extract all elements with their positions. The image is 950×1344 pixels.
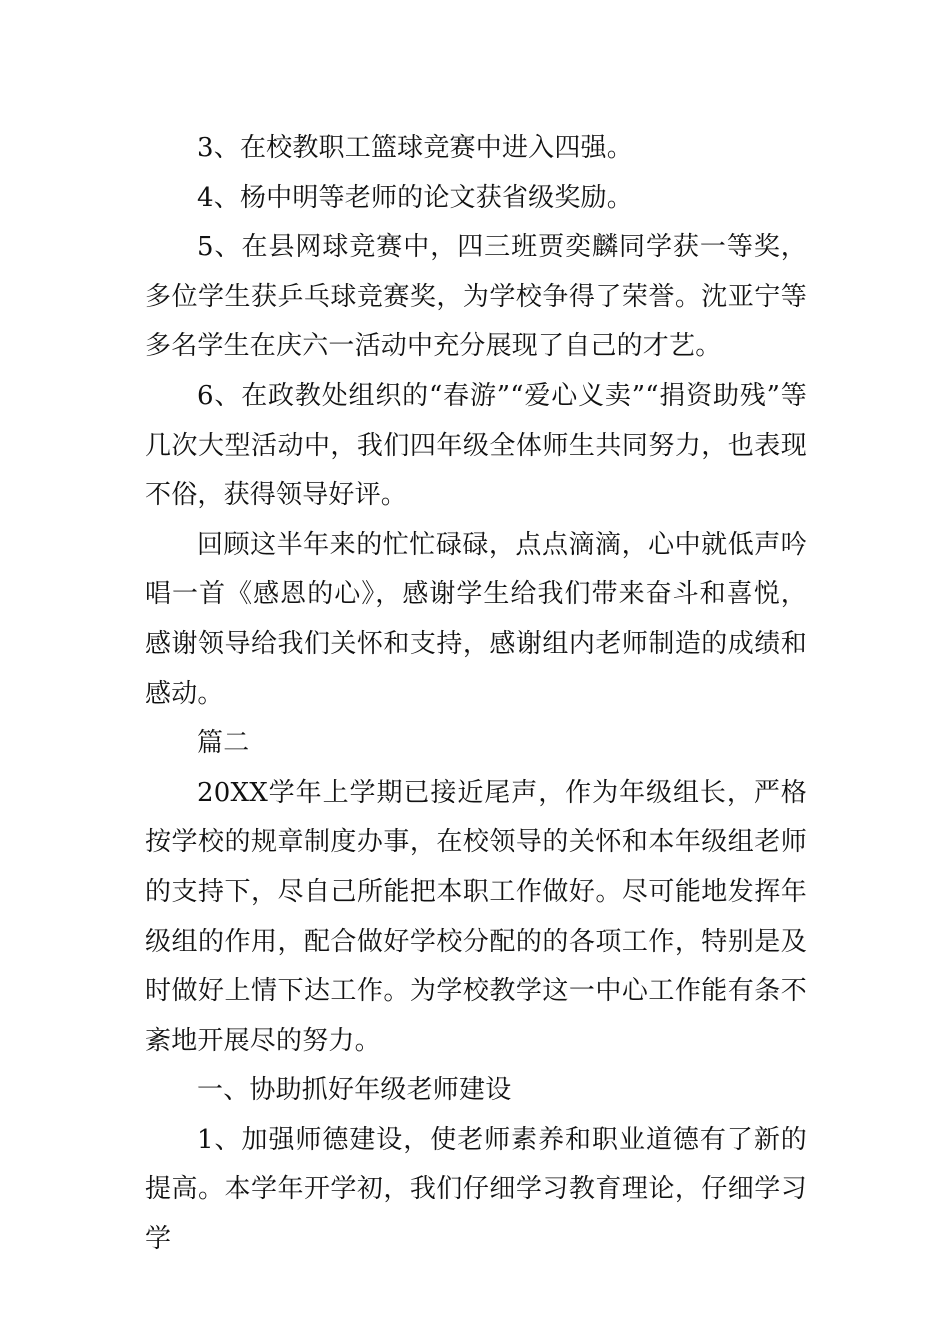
paragraph-5: 回顾这半年来的忙忙碌碌，点点滴滴，心中就低声吟唱一首《感恩的心》，感谢学生给我们带来奋斗和喜悦，感谢领导给我们关怀和支持，感谢组内老师制造的成绩和感动。 — [145, 529, 807, 709]
paragraph-7: 1、加强师德建设，使老师素养和职业道德有了新的提高。本学年开学初，我们仔细学习教育理论，仔细学习学 — [145, 1124, 807, 1255]
paragraph-1: 3、在校教职工篮球竞赛中进入四强。 — [197, 133, 633, 163]
document-body — [145, 124, 807, 1265]
section-heading-2: 篇二 — [197, 728, 250, 759]
subheading-1: 一、协助抓好年级老师建设 — [197, 1075, 512, 1106]
paragraph-6: 20XX学年上学期已接近尾声，作为年级组长，严格按学校的规章制度办事，在校领导的关怀和本年级组老师的支持下，尽自己所能把本职工作做好。尽可能地发挥年级组的作用，配合做好学校分配的的各项工作，特别是及时做好上情下达工作。为学校教学这一中心工作能有条不紊地开展尽的努力。 — [145, 777, 807, 1056]
paragraph-2: 4、杨中明等老师的论文获省级奖励。 — [197, 182, 633, 213]
paragraph-3: 5、在县网球竞赛中，四三班贾奕麟同学获一等奖，多位学生获乒乓球竞赛奖，为学校争得了荣誉。沈亚宁等多名学生在庆六一活动中充分展现了自己的才艺。 — [145, 232, 807, 362]
paragraph-4: 6、在政教处组织的“春游”“爱心义卖”“捐资助残”等几次大型活动中，我们四年级全体师生共同努力，也表现不俗，获得领导好评。 — [145, 380, 807, 511]
